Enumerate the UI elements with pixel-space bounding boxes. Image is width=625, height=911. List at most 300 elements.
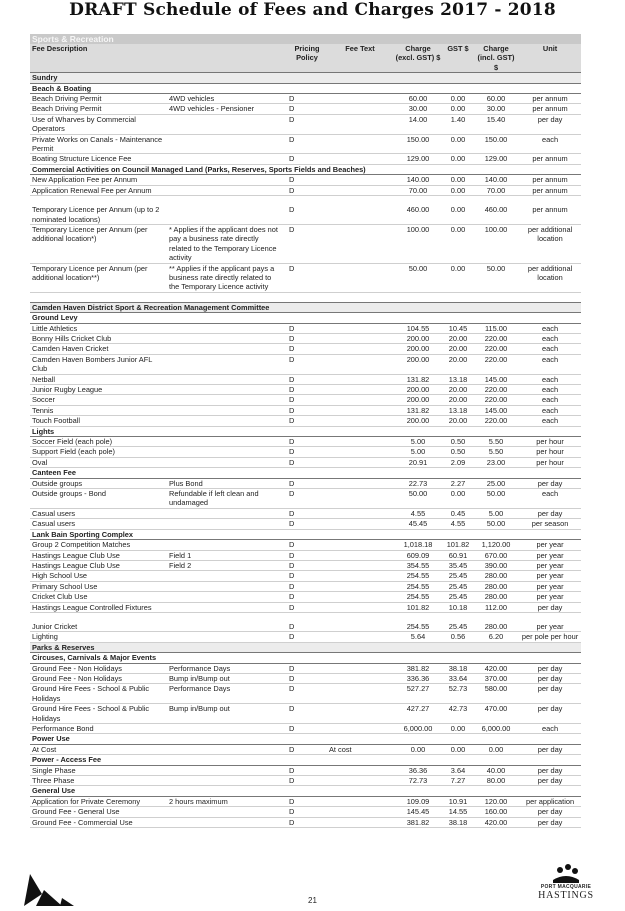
cell-gst: 10.91 [443,796,473,806]
table-row [30,134,581,154]
cell-fee-description: Soccer [30,395,167,405]
spacer-row [30,292,581,302]
cell-pricing-policy: D [285,185,327,195]
cell-charge-incl: 70.00 [473,185,519,195]
cell-gst: 35.45 [443,560,473,570]
cell-gst: 0.00 [443,134,473,154]
cell-fee-text [327,416,393,426]
cell-charge-excl: 70.00 [393,185,443,195]
cell-fee-text [327,333,393,343]
cell-charge-incl: 220.00 [473,333,519,343]
cell-charge-excl: 200.00 [393,344,443,354]
cell-fee-text [327,175,393,185]
spacer-row [30,196,581,206]
cell-unit: per day [519,807,581,817]
heading-text: Commercial Activities on Council Managed Land (Parks, Reserves, Sports Fields and Beaches) [30,164,581,174]
heading-text: Beach & Boating [30,83,581,93]
cell-charge-incl: 5.00 [473,508,519,518]
cell-fee-description: Soccer Field (each pole) [30,437,167,447]
heading-text: General Use [30,786,581,796]
cell-unit: each [519,374,581,384]
cell-charge-incl: 50.00 [473,489,519,509]
cell-unit: each [519,344,581,354]
cell-fee-text [327,776,393,786]
subcategory-heading [30,83,581,93]
cell-gst: 0.00 [443,104,473,114]
cell-charge-excl: 100.00 [393,224,443,263]
table-row [30,205,581,224]
cell-fee-text [327,437,393,447]
cell-fee-description: Temporary Licence per Annum (up to 2 nominated locations) [30,205,167,224]
table-row [30,416,581,426]
cell-charge-incl: 80.00 [473,776,519,786]
cell-pricing-policy: D [285,224,327,263]
cell-fee-description: New Application Fee per Annum [30,175,167,185]
cell-charge-incl: 460.00 [473,205,519,224]
heading-text: Power - Access Fee [30,755,581,765]
cell-charge-excl: 0.00 [393,744,443,754]
table-row [30,405,581,415]
cell-unit: per hour [519,457,581,467]
cell-note: Field 2 [167,560,285,570]
cell-charge-incl: 220.00 [473,344,519,354]
header-fee-description: Fee Description [30,44,285,73]
cell-unit: per year [519,592,581,602]
cell-gst: 20.00 [443,333,473,343]
cell-fee-text [327,508,393,518]
cell-charge-excl: 5.64 [393,632,443,642]
cell-unit: per day [519,684,581,704]
category-heading [30,642,581,652]
category-heading [30,302,581,312]
cell-charge-incl: 390.00 [473,560,519,570]
cell-gst: 38.18 [443,817,473,827]
cell-charge-incl: 420.00 [473,663,519,673]
cell-unit: per year [519,540,581,550]
cell-pricing-policy: D [285,134,327,154]
table-row [30,807,581,817]
cell-pricing-policy: D [285,622,327,632]
cell-unit: each [519,489,581,509]
heading-text: Parks & Reserves [30,642,581,652]
cell-charge-excl: 254.55 [393,622,443,632]
cell-fee-description: Boating Structure Licence Fee [30,154,167,164]
cell-fee-description: Use of Wharves by Commercial Operators [30,114,167,134]
cell-gst: 25.45 [443,571,473,581]
cell-charge-incl: 15.40 [473,114,519,134]
cell-fee-description: Three Phase [30,776,167,786]
cell-fee-text [327,344,393,354]
cell-unit: per day [519,673,581,683]
cell-pricing-policy: D [285,602,327,612]
cell-note [167,457,285,467]
cell-charge-incl: 145.00 [473,405,519,415]
cell-fee-description: Ground Fee - Non Holidays [30,673,167,683]
cell-gst: 1.40 [443,114,473,134]
cell-note [167,385,285,395]
cell-unit: per additional location [519,224,581,263]
cell-unit: each [519,354,581,374]
cell-note [167,571,285,581]
cell-note: Bump in/Bump out [167,673,285,683]
cell-gst: 0.00 [443,724,473,734]
cell-gst: 4.55 [443,519,473,529]
cell-fee-description: Camden Haven Bombers Junior AFL Club [30,354,167,374]
cell-note [167,508,285,518]
section-title: Sports & Recreation [30,34,581,44]
cell-unit: each [519,385,581,395]
cell-note: Bump in/Bump out [167,704,285,724]
cell-gst: 0.00 [443,489,473,509]
cell-unit: per day [519,602,581,612]
table-row [30,724,581,734]
cell-charge-incl: 280.00 [473,571,519,581]
table-row [30,94,581,104]
cell-gst: 0.50 [443,437,473,447]
cell-fee-description: Beach Driving Permit [30,104,167,114]
table-row [30,796,581,806]
table-row [30,744,581,754]
fees-table [30,34,581,828]
heading-text: Sundry [30,73,581,83]
cell-unit: per day [519,508,581,518]
cell-pricing-policy: D [285,333,327,343]
cell-charge-incl: 420.00 [473,817,519,827]
cell-fee-text [327,134,393,154]
table-row [30,154,581,164]
cell-note [167,776,285,786]
cell-charge-excl: 104.55 [393,323,443,333]
cell-charge-excl: 200.00 [393,333,443,343]
cell-charge-excl: 460.00 [393,205,443,224]
cell-gst: 0.00 [443,205,473,224]
table-row [30,581,581,591]
cell-charge-incl: 370.00 [473,673,519,683]
cell-fee-description: Primary School Use [30,581,167,591]
cell-pricing-policy: D [285,154,327,164]
subcategory-heading [30,529,581,539]
table-row [30,632,581,642]
cell-charge-excl: 4.55 [393,508,443,518]
cell-note: Performance Days [167,684,285,704]
cell-unit: per season [519,519,581,529]
table-row [30,385,581,395]
cell-pricing-policy: D [285,592,327,602]
cell-fee-description: Casual users [30,519,167,529]
cell-unit: per year [519,581,581,591]
heading-text: Canteen Fee [30,468,581,478]
cell-fee-text [327,602,393,612]
cell-gst: 3.64 [443,765,473,775]
spacer-row [30,612,581,622]
cell-charge-incl: 1,120.00 [473,540,519,550]
cell-note [167,354,285,374]
cell-fee-description: Application for Private Ceremony [30,796,167,806]
cell-unit: per day [519,704,581,724]
cell-unit: each [519,416,581,426]
cell-charge-excl: 129.00 [393,154,443,164]
cell-fee-description: Hastings League Controlled Fixtures [30,602,167,612]
cell-fee-text [327,663,393,673]
cell-gst: 0.00 [443,224,473,263]
cell-charge-incl: 220.00 [473,354,519,374]
cell-unit: each [519,323,581,333]
header-fee-text: Fee Text [327,44,393,73]
cell-unit: each [519,134,581,154]
cell-pricing-policy: D [285,817,327,827]
cell-note [167,114,285,134]
heading-text: Power Use [30,734,581,744]
header-pricing-policy: Pricing Policy [285,44,327,73]
table-row [30,104,581,114]
cell-charge-excl: 1,018.18 [393,540,443,550]
cell-fee-description: Application Renewal Fee per Annum [30,185,167,195]
table-row [30,540,581,550]
header-charge-incl: Charge (incl. GST) $ [473,44,519,73]
table-row [30,776,581,786]
cell-charge-excl: 150.00 [393,134,443,154]
cell-gst: 25.45 [443,622,473,632]
cell-fee-text [327,632,393,642]
cell-charge-excl: 131.82 [393,374,443,384]
cell-gst: 0.56 [443,632,473,642]
subcategory-heading [30,786,581,796]
cell-pricing-policy: D [285,374,327,384]
cell-note [167,622,285,632]
cell-fee-text [327,571,393,581]
table-row [30,684,581,704]
cell-gst: 25.45 [443,592,473,602]
subcategory-heading [30,468,581,478]
cell-fee-text [327,704,393,724]
cell-fee-description: Touch Football [30,416,167,426]
cell-gst: 14.55 [443,807,473,817]
cell-note [167,205,285,224]
cell-gst: 13.18 [443,374,473,384]
cell-unit: per pole per hour [519,632,581,642]
logo-line-2: HASTINGS [538,890,594,901]
table-row [30,508,581,518]
cell-note [167,395,285,405]
cell-unit: per hour [519,437,581,447]
table-row [30,704,581,724]
table-row [30,673,581,683]
cell-charge-excl: 45.45 [393,519,443,529]
cell-fee-text [327,447,393,457]
cell-gst: 10.45 [443,323,473,333]
cell-fee-description: Group 2 Competition Matches [30,540,167,550]
cell-note: * Applies if the applicant does not pay a business rate directly related to the Temporary Licence activity [167,224,285,263]
cell-gst: 2.09 [443,457,473,467]
cell-pricing-policy: D [285,581,327,591]
cell-gst: 33.64 [443,673,473,683]
cell-charge-incl: 40.00 [473,765,519,775]
cell-fee-text [327,457,393,467]
cell-unit: per year [519,560,581,570]
cell-pricing-policy: D [285,508,327,518]
cell-fee-text [327,817,393,827]
cell-pricing-policy: D [285,519,327,529]
cell-unit: per additional location [519,263,581,292]
cell-fee-description: Bonny Hills Cricket Club [30,333,167,343]
cell-note [167,807,285,817]
cell-unit: per year [519,622,581,632]
cell-note [167,405,285,415]
cell-charge-incl: 280.00 [473,622,519,632]
cell-fee-text [327,395,393,405]
cell-note [167,724,285,734]
cell-fee-description: Ground Hire Fees - School & Public Holidays [30,704,167,724]
cell-note [167,447,285,457]
cell-fee-description: Support Field (each pole) [30,447,167,457]
cell-pricing-policy: D [285,385,327,395]
cell-fee-description: Ground Fee - Non Holidays [30,663,167,673]
table-row [30,333,581,343]
cell-charge-excl: 22.73 [393,478,443,488]
cell-pricing-policy: D [285,478,327,488]
cell-charge-incl: 6,000.00 [473,724,519,734]
cell-fee-text [327,94,393,104]
table-row [30,478,581,488]
subcategory-heading [30,653,581,663]
cell-note: 2 hours maximum [167,796,285,806]
cell-charge-excl: 109.09 [393,796,443,806]
cell-fee-text [327,550,393,560]
cell-unit: per day [519,663,581,673]
cell-fee-description: Ground Hire Fees - School & Public Holidays [30,684,167,704]
cell-pricing-policy: D [285,765,327,775]
cell-pricing-policy: D [285,489,327,509]
cell-unit: per year [519,571,581,581]
cell-fee-text [327,114,393,134]
cell-pricing-policy: D [285,323,327,333]
cell-gst: 0.00 [443,175,473,185]
cell-charge-excl: 254.55 [393,592,443,602]
cell-charge-incl: 280.00 [473,581,519,591]
subcategory-heading [30,426,581,436]
cell-charge-incl: 150.00 [473,134,519,154]
table-row [30,602,581,612]
cell-gst: 101.82 [443,540,473,550]
cell-charge-incl: 50.00 [473,263,519,292]
cell-charge-incl: 50.00 [473,519,519,529]
cell-pricing-policy: D [285,405,327,415]
cell-charge-excl: 200.00 [393,395,443,405]
cell-pricing-policy: D [285,571,327,581]
cell-note [167,154,285,164]
cell-gst: 0.00 [443,94,473,104]
table-row [30,447,581,457]
cell-note [167,344,285,354]
cell-pricing-policy: D [285,447,327,457]
cell-fee-description: Temporary Licence per Annum (per additional location*) [30,224,167,263]
cell-unit: per day [519,478,581,488]
cell-charge-excl: 101.82 [393,602,443,612]
cell-fee-description: Outside groups - Bond [30,489,167,509]
table-row [30,571,581,581]
cell-gst: 13.18 [443,405,473,415]
cell-gst: 0.00 [443,744,473,754]
cell-note [167,632,285,642]
cell-fee-description: Netball [30,374,167,384]
cell-charge-excl: 609.09 [393,550,443,560]
table-row [30,224,581,263]
table-row [30,323,581,333]
cell-charge-incl: 280.00 [473,592,519,602]
cell-charge-incl: 220.00 [473,395,519,405]
cell-pricing-policy: D [285,104,327,114]
cell-fee-text [327,581,393,591]
header-unit: Unit [519,44,581,73]
cell-charge-excl: 145.45 [393,807,443,817]
cell-unit: per day [519,114,581,134]
cell-unit: per annum [519,154,581,164]
table-row [30,263,581,292]
cell-fee-text [327,385,393,395]
cell-note [167,744,285,754]
cell-charge-incl: 580.00 [473,684,519,704]
cell-charge-incl: 670.00 [473,550,519,560]
table-row [30,560,581,570]
cell-note [167,437,285,447]
cell-charge-excl: 36.36 [393,765,443,775]
cell-fee-description: Hastings League Club Use [30,560,167,570]
cell-charge-excl: 50.00 [393,263,443,292]
cell-pricing-policy: D [285,175,327,185]
cell-gst: 0.00 [443,154,473,164]
cell-fee-description: Temporary Licence per Annum (per additional location**) [30,263,167,292]
cell-pricing-policy: D [285,114,327,134]
cell-note [167,323,285,333]
cell-note: ** Applies if the applicant pays a business rate directly related to the Temporary Licence activity [167,263,285,292]
section-bar [30,34,581,44]
table-row [30,663,581,673]
cell-gst: 20.00 [443,395,473,405]
cell-pricing-policy: D [285,550,327,560]
table-row [30,354,581,374]
cell-fee-text [327,489,393,509]
cell-note [167,333,285,343]
cell-gst: 2.27 [443,478,473,488]
cell-charge-incl: 5.50 [473,447,519,457]
cell-note: Plus Bond [167,478,285,488]
cell-charge-excl: 200.00 [393,354,443,374]
cell-gst: 0.00 [443,263,473,292]
cell-note: 4WD vehicles - Pensioner [167,104,285,114]
cell-charge-excl: 131.82 [393,405,443,415]
table-row [30,374,581,384]
cell-pricing-policy: D [285,94,327,104]
cell-fee-text [327,154,393,164]
cell-fee-description: Little Athletics [30,323,167,333]
table-row [30,489,581,509]
cell-pricing-policy: D [285,684,327,704]
cell-charge-incl: 115.00 [473,323,519,333]
cell-fee-description: Camden Haven Cricket [30,344,167,354]
table-row [30,622,581,632]
cell-charge-excl: 527.27 [393,684,443,704]
cell-pricing-policy: D [285,796,327,806]
cell-fee-text: At cost [327,744,393,754]
cell-fee-description: Oval [30,457,167,467]
cell-fee-text [327,374,393,384]
logo-line-1: PORT MACQUARIE [540,884,592,890]
cell-gst: 20.00 [443,344,473,354]
cell-note [167,540,285,550]
cell-unit: per day [519,817,581,827]
cell-charge-excl: 254.55 [393,571,443,581]
cell-note [167,185,285,195]
